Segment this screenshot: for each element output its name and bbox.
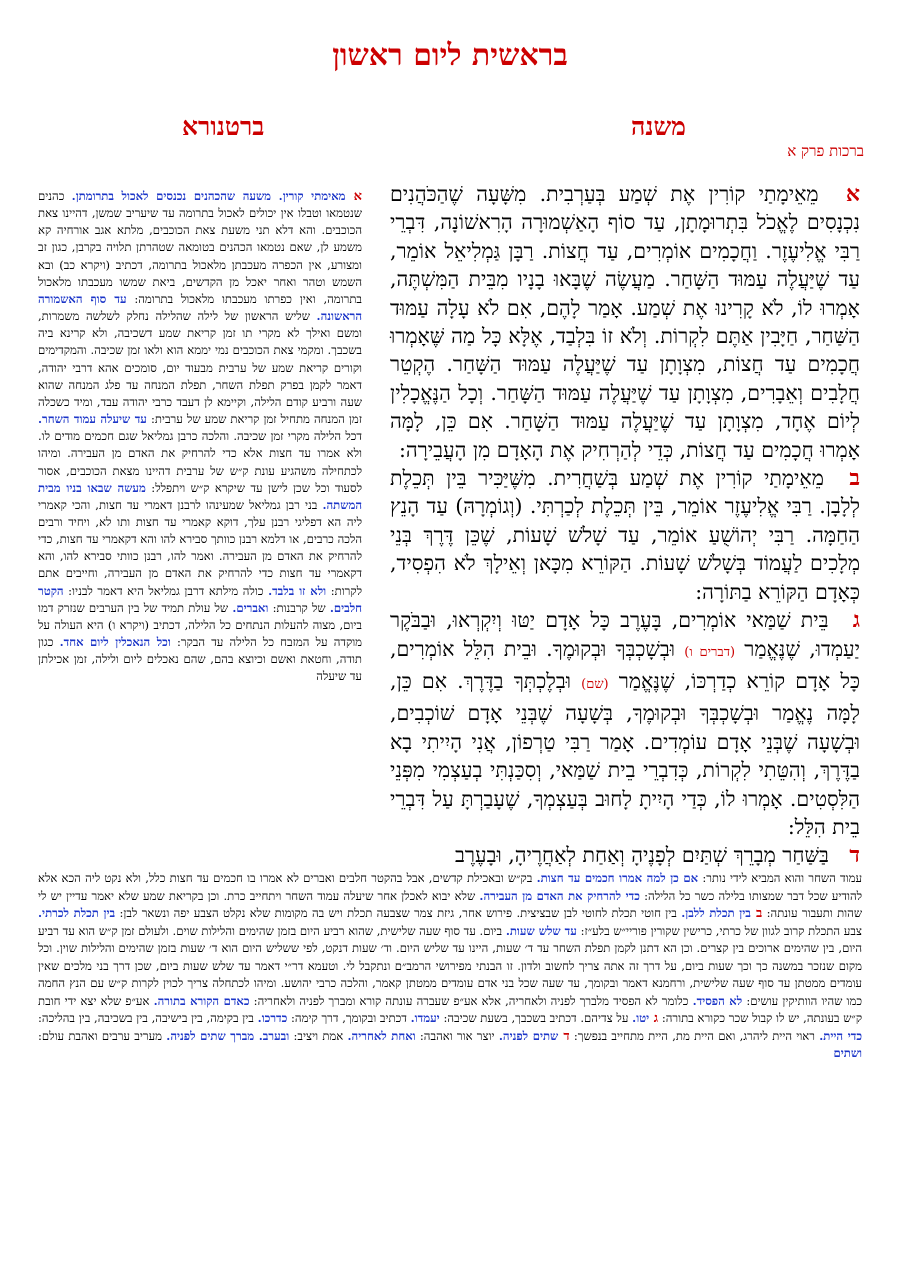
mishna-paragraph	[390, 464, 860, 606]
verse-reference: (שם)	[581, 676, 609, 692]
commentary-text: עמוד השחר והוא המביא לידי נותר:	[702, 871, 863, 885]
dibbur-hamatchil: אם כן למה אמרו חכמים עד חצות.	[536, 871, 699, 885]
dibbur-hamatchil: ואברים.	[232, 600, 269, 615]
commentary-text: אע״פ שלא יצא ידי חובת ק״ש בעונתה, יש לו קבול שכר כקורא בתורה:	[38, 993, 863, 1026]
commentary-text: כגון תודה, וחטאת ואשם וכיוצא בהם, שהם נאכלים ליום ולילה, זמן אכילתן עד שיעלה	[38, 635, 362, 684]
dibbur-hamatchil: הקטר חלבים.	[38, 583, 362, 615]
verse-reference: (דברים ו)	[684, 644, 736, 660]
commentary-text: יוצר אור ואהבה:	[419, 1028, 495, 1043]
dibbur-hamatchil: עד שיעלה עמוד השחר.	[38, 412, 147, 427]
dibbur-hamatchil: שתים לפניה.	[498, 1028, 559, 1043]
dibbur-hamatchil: ובערב. מברך שתים לפניה.	[166, 1028, 290, 1043]
commentary-text: שליש הראשון של לילה שהלילה נחלק לשלשה משמרות, ומשם ואילך לא מקרי תו זמן קריאת שמע דשכיבה, ולא קרינא ביה בשכבך. ומקמי צאת הכוכבים נמי יממא הוא ולאו זמן שכיבה. והמקדימים וקורים קריאת שמע של ערבית מבעוד יום, סומכים אהא דרבי יהודה, דאמר לקמן בפרק תפלת השחר, תפלת המנחה עד פלג המנחה שהוא שעה ורביע קודם הלילה, וקיימא לן דעבד כרבי יהודה עבד, ומיד כשכלה זמן המנחה מתחיל זמן קריאת שמע של ערבית:	[38, 309, 362, 427]
dibbur-hamatchil: כדי להרחיק את האדם מן העבירה.	[479, 888, 640, 903]
mishna-letter: ד	[849, 842, 860, 869]
commentary-text: מעריב ערבים ואהבת עולם:	[38, 1028, 163, 1043]
page-title: בראשית ליום ראשון	[332, 38, 568, 73]
commentary-letter: ד	[558, 1028, 570, 1044]
mishna-text	[390, 180, 860, 869]
bartenura-bottom-block	[38, 870, 862, 1222]
dibbur-hamatchil: בין תכלת לכרתי.	[38, 906, 116, 921]
dibbur-hamatchil: עד שלש שעות.	[505, 923, 577, 938]
commentary-text: בק״ש ובאכילת קדשים, אבל בהקטר חלבים ואברים לא אמרו בו חכמים עד חצות כלל, ולא נקט ליה הכא אלא להודיע שכל דבר שמצותו בלילה כשר כל הלילה:	[38, 871, 863, 903]
mishna-paragraph	[390, 606, 860, 841]
commentary-text: צבע התכלת קרוב לגוון של כרתי, כרישין שקורין פוריי״ש בלע״ז:	[580, 923, 862, 938]
dibbur-hamatchil: ואחת לאחריה.	[347, 1028, 416, 1043]
dibbur-hamatchil: ולא זו בלבד.	[268, 583, 327, 598]
mishna-paragraph	[390, 841, 860, 869]
commentary-text: כלומר לא הפסיד מלברך לפניה ולאחריה, אלא אע״פ שעברה עונתה קורא ומברך לפניה ולאחריה:	[253, 993, 689, 1008]
mishna-letter: א	[845, 181, 860, 207]
commentary-text: כולה מילתא דרבן גמליאל היא דאמר לבניו:	[68, 583, 264, 598]
dibbur-hamatchil: יעמדו.	[410, 1011, 440, 1026]
dibbur-hamatchil: לא הפסיד.	[692, 993, 743, 1008]
mishna-letter: ג	[852, 607, 860, 634]
mishna-paragraph	[390, 180, 860, 464]
commentary-paragraph	[38, 188, 362, 686]
mishna-body: מֵאֵימָתַי קוֹרִין אֶת שְׁמַע בְּעַרְבִית. מִשָּׁעָה שֶׁהַכֹּהֲנִים נִכְנָסִים לֶאֱכֹל בִּתְרוּמָתָן, עַד סוֹף הָאַשְׁמוּרָה הָרִאשׁוֹנָה, דִּבְרֵי רַבִּי אֱלִיעֶזֶר. וַחֲכָמִים אוֹמְרִים, עַד חֲצוֹת. רַבָּן גַּמְלִיאֵל אוֹמֵר, עַד שֶׁיַּעֲלֶה עַמּוּד הַשָּׁחַר. מַעֲשֶׂה שֶׁבָּאוּ בָנָיו מִבֵּית הַמִּשְׁתֶּה, אָמְרוּ לוֹ, לֹא קָרִינוּ אֶת שְׁמַע. אָמַר לָהֶם, אִם לֹא עָלָה עַמּוּד הַשַּׁחַר, חַיָּבִין אַתֶּם לִקְרוֹת. וְלֹא זוֹ בִּלְבַד, אֶלָּא כָּל מַה שֶּׁאָמְרוּ חֲכָמִים עַד חֲצוֹת, מִצְוָתָן עַד שֶׁיַּעֲלֶה עַמּוּד הַשָּׁחַר. הֶקְטֵר חֲלָבִים וְאֵבָרִים, מִצְוָתָן עַד שֶׁיַּעֲלֶה עַמּוּד הַשָּׁחַר. וְכָל הַנֶּאֱכָלִין לְיוֹם אֶחָד, מִצְוָתָן עַד שֶׁיַּעֲלֶה עַמּוּד הַשָּׁחַר. אִם כֵּן, לָמָּה אָמְרוּ חֲכָמִים עַד חֲצוֹת, כְּדֵי לְהַרְחִיק אֶת הָאָדָם מִן הָעֲבֵירָה:	[390, 182, 860, 462]
commentary-text: של עולת תמיד של בין הערבים שנזרק דמו ביום, מצוה להעלות הנתחים כל הלילה, דכתיב (ויקרא ו) היא העולה על מוקדה על המזבח כל הלילה עד הבקר:	[38, 600, 363, 650]
commentary-paragraph	[38, 870, 862, 1063]
commentary-text: ביום. עד סוף שעה שלישית, שהוא רביע היום בזמן שהימים והלילות שוים. ולעולם זמן ק״ש הוא עד רביע היום, בין שהימים ארוכים בין קצרים. וכן הא דתנן לקמן תפלת השחר עד ד׳ שעות, היינו עד שליש היום. וד׳ שעות דנקט, לפי ששליש היום הוא ד׳ שעות בזמן שהימים והלילות שוין. וכל מקום שנזכר במשנה כך וכך שעות ביום, על דרך זה אתה צריך לחשוב ולדון. זו הבנתי מפירושי הרמב״ם ונתקבל לי. וטעמא דר״י דאמר עד שלש שעות ביום, שכן דרך בני מלכים שאין עומדים ממטתן עד סוף שעה שלישית, ורחמנא דאמר ובקומך, עד שעה שכל בני אדם עומדים ממטתן קאמר, והלכה כרבי יהושע. ומיהו לכתחלה צריך לכוין לקרות ק״ש עם הנץ החמה כמו שהיו הוותיקין עושים:	[38, 923, 863, 1008]
dibbur-hamatchil: וכל הנאכלין ליום אחד.	[59, 635, 171, 650]
commentary-letter: ג	[649, 1011, 659, 1027]
mishna-body: וּבְלֶכְתְּךָ בַדֶּרֶךְ. אִם כֵּן, לָמָּה נֶאֱמַר וּבְשָׁכְבְּךָ וּבְקוּמֶךָ, בְּשָׁעָה שֶׁבְּנֵי אָדָם שׁוֹכְבִים, וּבְשָׁעָה שֶׁבְּנֵי אָדָם עוֹמְדִים. אָמַר רַבִּי טַרְפוֹן, אֲנִי הָיִיתִי בָא בַדֶּרֶךְ, וְהִטֵּתִי לִקְרוֹת, כְּדִבְרֵי בֵית שַׁמַּאי, וְסִכַּנְתִּי בְעַצְמִי מִפְּנֵי הַלִּסְטִים. אָמְרוּ לוֹ, כְּדַי הָיִיתָ לָחוּב בְּעַצְמְךָ, שֶׁעָבַרְתָּ עַל דִּבְרֵי בֵית הִלֵּל:	[390, 668, 860, 839]
commentary-text: על צדיהם. דכתיב בשכבך, בשעת שכיבה:	[443, 1011, 629, 1026]
commentary-text: בין חוטי תכלת לחוטי לבן שבציצית. פירוש אחר, גיזת צמר שצבעה תכלת ויש בה מקומות שלא נקלט הצבע יפה ונשאר לבן:	[119, 906, 677, 921]
dibbur-hamatchil: בין תכלת ללבן.	[681, 906, 751, 921]
commentary-text: ראוי היית ליהרג, ואם היית מת, היית מתחייב בנפשך:	[573, 1028, 815, 1043]
dibbur-hamatchil: כאדם הקורא בתורה.	[153, 993, 250, 1008]
dibbur-hamatchil: כדי היית.	[819, 1028, 862, 1043]
commentary-text: דכל הלילה מקרי זמן שכיבה. והלכה כרבן גמליאל שגם חכמים מודים לו. ולא אמרו עד חצות אלא כדי להרחיק את האדם מן העבירה. ומיהו לכתחילה משהגיע עונת ק״ש של ערבית דהיינו מצאת הכוכבים, אסור לסעוד וכל שכן לישן עד שיקרא ק״ש ויתפלל:	[38, 429, 363, 495]
chapter-label: ברכות פרק א	[787, 142, 864, 160]
commentary-text: של קרבנות:	[272, 600, 326, 615]
commentary-text: דכתיב ובקומך, דרך קימה:	[291, 1011, 407, 1026]
bartenura-header: ברטנורא	[182, 112, 265, 141]
dibbur-hamatchil: ושתים	[833, 1046, 862, 1061]
mishna-header: משנה	[630, 112, 686, 141]
mishna-body: בֵּית שַׁמַּאי אוֹמְרִים, בָּעֶרֶב כָּל אָדָם יַטּוּ וְיִקְרְאוּ, וּבַבֹּקֶר יַעַמְדוּ, שֶׁנֶּאֱמַר	[390, 608, 860, 661]
commentary-text: כהנים שנטמאו וטבלו אין יכולים לאכול בתרומה עד שיעריב שמשן, דהיינו צאת הכוכבים. והא דלא תני משעת צאת הכוכבים, מלתא אגב אורחיה קא משמע לן, שאם נטמאו הכהנים בטומאה שטהרתן תלויה בקרבן, כגון זב ומצורע, אין הכפרה מעכבתן מלאכול בתרומה, דכתיב (ויקרא כב) ובא השמש וטהר ואחר יאכל מן הקדשים, ביאת שמשו מעכבתו מלאכול בתרומה, ואין כפרתו מעכבתו מלאכול בתרומה:	[38, 189, 362, 306]
mishna-body: בַּשַּׁחַר מְבָרֵךְ שְׁתַּיִם לְפָנֶיהָ וְאַחַת לְאַחֲרֶיהָ, וּבָעֶרֶב	[455, 843, 829, 868]
dibbur-hamatchil: עד סוף האשמורה הראשונה.	[38, 291, 363, 324]
commentary-letter: א	[345, 189, 362, 204]
dibbur-hamatchil: מאימתי קורין. משעה שהכהנים נכנסים לאכול בתרומתן.	[71, 189, 346, 203]
dibbur-hamatchil: יטו.	[632, 1011, 650, 1026]
commentary-text: בני רבן גמליאל שמעינהו לרבנן דאמרי עד חצות, והכי קאמרי ליה הא דפליגי רבנן עלך, דוקא קאמרי עד חצות ותו לא, ויחיד ורבים הלכה כרבים, או דלמא רבנן כוותך סבירא להו והא דקאמרי עד חצות, כדי להרחיק את האדם מן העבירה. ואמר להו, רבנן כוותי סבירא להו, והא דקאמרי עד חצות כדי להרחיק את האדם מן העבירה, וחייבים אתם לקרות:	[38, 497, 363, 598]
commentary-letter: ב	[750, 906, 763, 922]
mishna-body: מֵאֵימָתַי קוֹרִין אֶת שְׁמַע בְּשַׁחֲרִית. מִשֶּׁיַּכִּיר בֵּין תְּכֵלֶת לְלָבָן. רַבִּי אֱלִיעֶזֶר אוֹמֵר, בֵּין תְּכֵלֶת לְכַרְתִּי. (וְגוֹמְרָהּ) עַד הָנֵץ הַחַמָּה. רַבִּי יְהוֹשֻׁעַ אוֹמֵר, עַד שָׁלֹשׁ שָׁעוֹת, שֶׁכֵּן דֶּרֶךְ בְּנֵי מְלָכִים לַעֲמוֹד בְּשָׁלֹשׁ שָׁעוֹת. הַקּוֹרֵא מִכָּאן וְאֵילָךְ לֹא הִפְסִיד, כְּאָדָם הַקּוֹרֵא בַתּוֹרָה:	[390, 466, 860, 604]
bartenura-side-column	[38, 188, 362, 864]
mishna-body: וּבְשָׁכְבְּךָ וּבְקוּמֶךָ. וּבֵית הִלֵּל אוֹמְרִים, כָּל אָדָם קוֹרֵא כְדַרְכּוֹ, שֶׁנֶּאֱמַר	[390, 636, 860, 693]
commentary-text: שלא יבוא לאכלן אחר שיעלה עמוד השחר ויתחייב כרת. וכן בקריאת שמע שלא יאמר עדיין יש לי שהות ותעבור עונתה:	[38, 888, 863, 921]
commentary-text: אמת ויציב:	[293, 1028, 344, 1043]
commentary-text: בין בקימה, בין בישיבה, בין בשכיבה, בין בהליכה:	[38, 1011, 254, 1026]
dibbur-hamatchil: כדרכו.	[257, 1011, 288, 1026]
mishna-letter: ב	[849, 465, 860, 492]
dibbur-hamatchil: מעשה שבאו בניו מבית המשתה.	[38, 480, 362, 512]
